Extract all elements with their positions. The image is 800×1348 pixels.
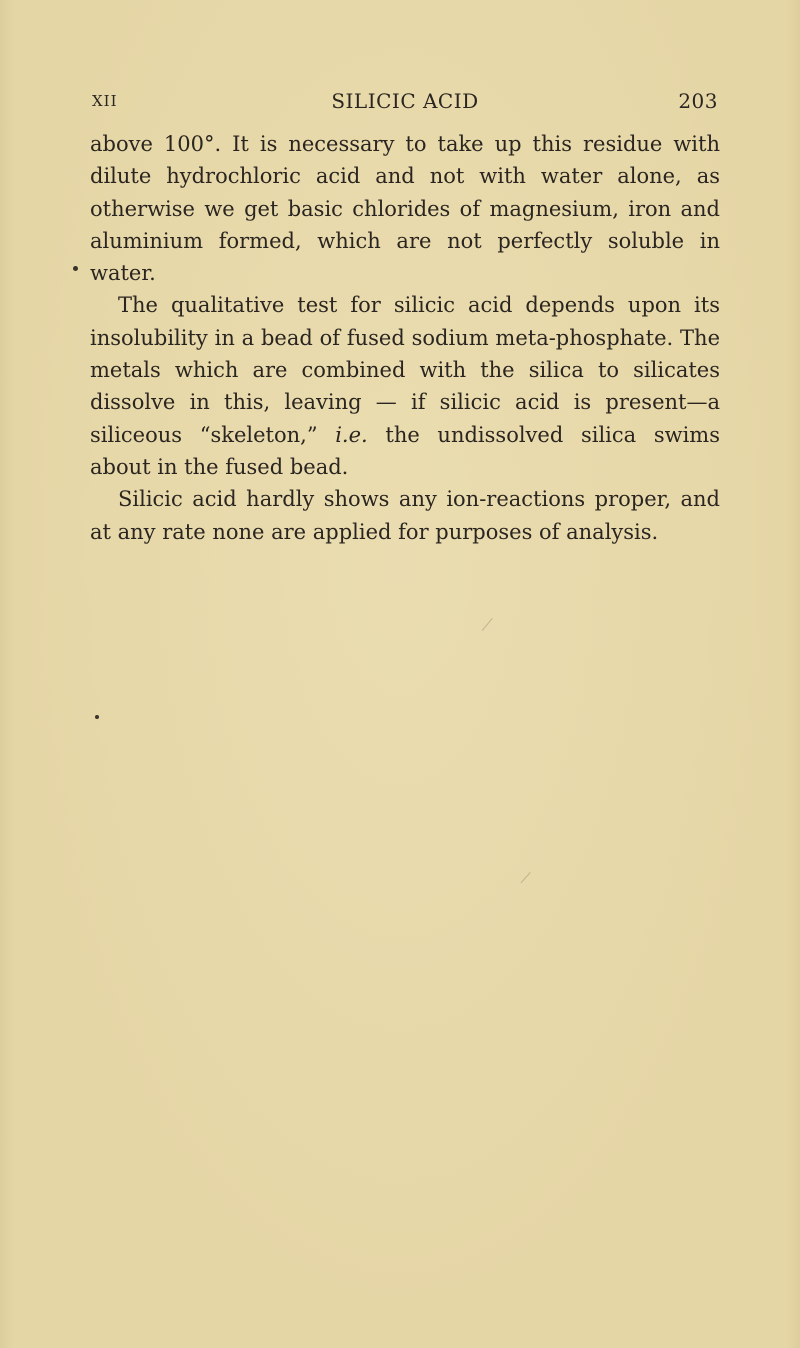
paragraph-ion-reactions: Silicic acid hardly shows any ion-reactions proper, and at any rate none are applied for purposes of analysis. xyxy=(90,487,720,544)
italic-abbreviation: i.e. xyxy=(335,422,368,447)
page-number: 203 xyxy=(678,89,718,113)
paragraph-text-after: the undissolved silica swims about in the fused bead. xyxy=(90,422,720,479)
page-title: SILICIC ACID xyxy=(331,89,479,113)
running-head xyxy=(92,88,718,114)
chapter-number: XII xyxy=(92,92,118,110)
ink-speck xyxy=(73,266,78,271)
ink-speck xyxy=(95,715,99,719)
paper-scratch xyxy=(482,618,493,631)
paper-scratch xyxy=(521,872,531,883)
body-text xyxy=(90,128,720,548)
paragraph-continuation: above 100°. It is necessary to take up this residue with dilute hydrochloric acid and not with water alone, as otherwise we get basic chlorides of magnesium, iron and aluminium formed, which are not perfectly soluble in water. xyxy=(90,132,720,286)
paragraph-text-before: The qualitative test for silicic acid depends upon its insolubility in a bead of fused sodium meta-phosphate. The metals which are combined with the silica to silicates dissolve in this, leaving — if silicic acid is present—a siliceous “skeleton,” xyxy=(90,293,720,447)
paragraph-qualitative-test xyxy=(90,289,720,483)
